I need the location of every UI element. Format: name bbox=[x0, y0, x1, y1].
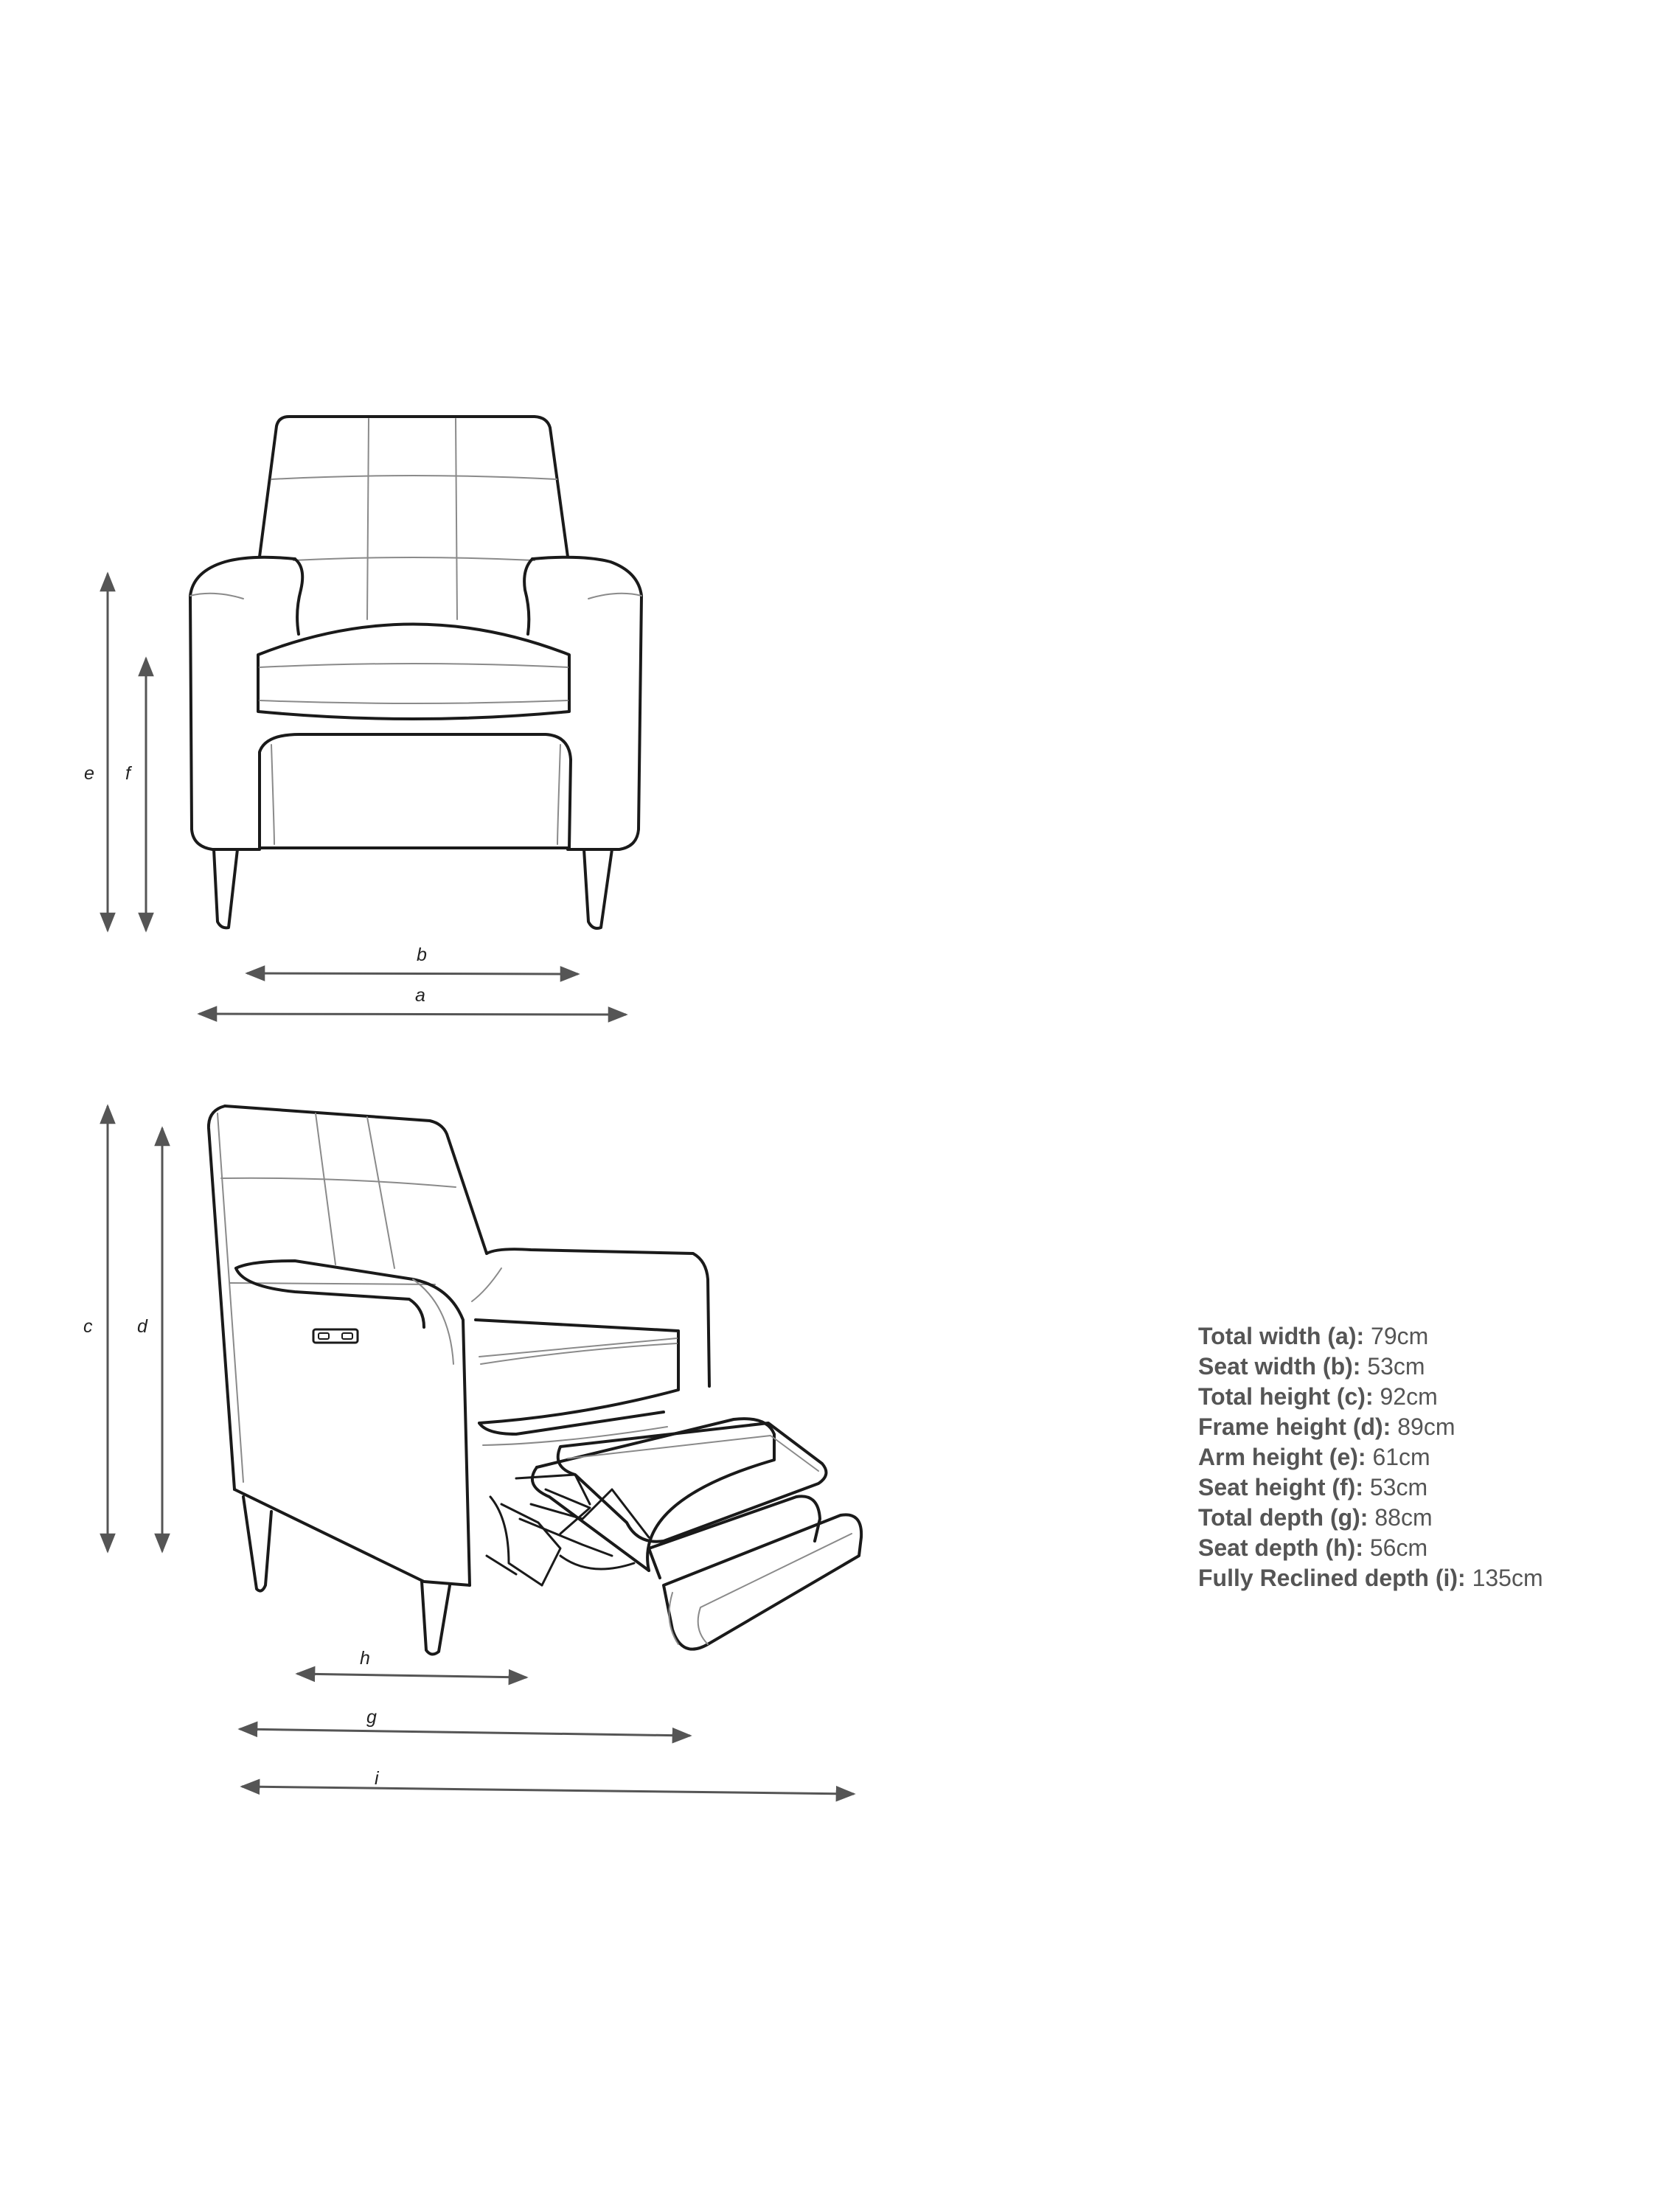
spec-row-frame-height bbox=[1198, 1412, 1543, 1442]
spec-key: Total height (c): bbox=[1198, 1383, 1374, 1410]
dimension-label-g: g bbox=[366, 1707, 377, 1728]
spec-row-seat-width bbox=[1198, 1352, 1543, 1382]
spec-row-seat-height bbox=[1198, 1472, 1543, 1503]
dimension-arrow-i bbox=[242, 1787, 854, 1794]
spec-row-total-width bbox=[1198, 1321, 1543, 1352]
dimension-label-c: c bbox=[83, 1316, 93, 1337]
dimension-label-d: d bbox=[137, 1316, 147, 1337]
spec-value: 79cm bbox=[1371, 1323, 1429, 1349]
spec-key: Total depth (g): bbox=[1198, 1504, 1368, 1531]
spec-row-fully-reclined-depth bbox=[1198, 1563, 1543, 1593]
spec-value: 92cm bbox=[1380, 1383, 1438, 1410]
spec-key: Seat width (b): bbox=[1198, 1353, 1361, 1380]
spec-key: Seat height (f): bbox=[1198, 1474, 1363, 1500]
spec-value: 53cm bbox=[1367, 1353, 1425, 1380]
spec-key: Total width (a): bbox=[1198, 1323, 1365, 1349]
armchair-front-view bbox=[190, 417, 641, 928]
dimension-label-e: e bbox=[84, 763, 94, 784]
spec-value: 89cm bbox=[1397, 1413, 1455, 1440]
dimension-arrow-g bbox=[240, 1729, 690, 1736]
spec-key: Fully Reclined depth (i): bbox=[1198, 1565, 1466, 1591]
spec-key: Arm height (e): bbox=[1198, 1444, 1366, 1470]
spec-value: 88cm bbox=[1374, 1504, 1433, 1531]
spec-value: 56cm bbox=[1369, 1534, 1428, 1561]
spec-row-seat-depth bbox=[1198, 1533, 1543, 1563]
spec-value: 61cm bbox=[1372, 1444, 1430, 1470]
dimension-arrow-a bbox=[199, 1014, 626, 1015]
dimension-label-f: f bbox=[125, 763, 131, 784]
dimension-arrow-h bbox=[297, 1674, 526, 1677]
spec-value: 135cm bbox=[1472, 1565, 1543, 1591]
dimension-arrow-b bbox=[247, 973, 578, 974]
spec-value: 53cm bbox=[1369, 1474, 1428, 1500]
spec-row-total-height bbox=[1198, 1382, 1543, 1412]
spec-row-total-depth bbox=[1198, 1503, 1543, 1533]
dimensions-spec-list bbox=[1198, 1321, 1543, 1593]
spec-key: Frame height (d): bbox=[1198, 1413, 1391, 1440]
dimension-label-a: a bbox=[415, 985, 425, 1006]
dimension-label-i: i bbox=[375, 1768, 379, 1789]
armchair-reclined-side-view bbox=[209, 1106, 861, 1655]
dimension-label-b: b bbox=[417, 945, 427, 965]
dimension-label-h: h bbox=[360, 1648, 370, 1669]
spec-key: Seat depth (h): bbox=[1198, 1534, 1363, 1561]
spec-row-arm-height bbox=[1198, 1442, 1543, 1472]
